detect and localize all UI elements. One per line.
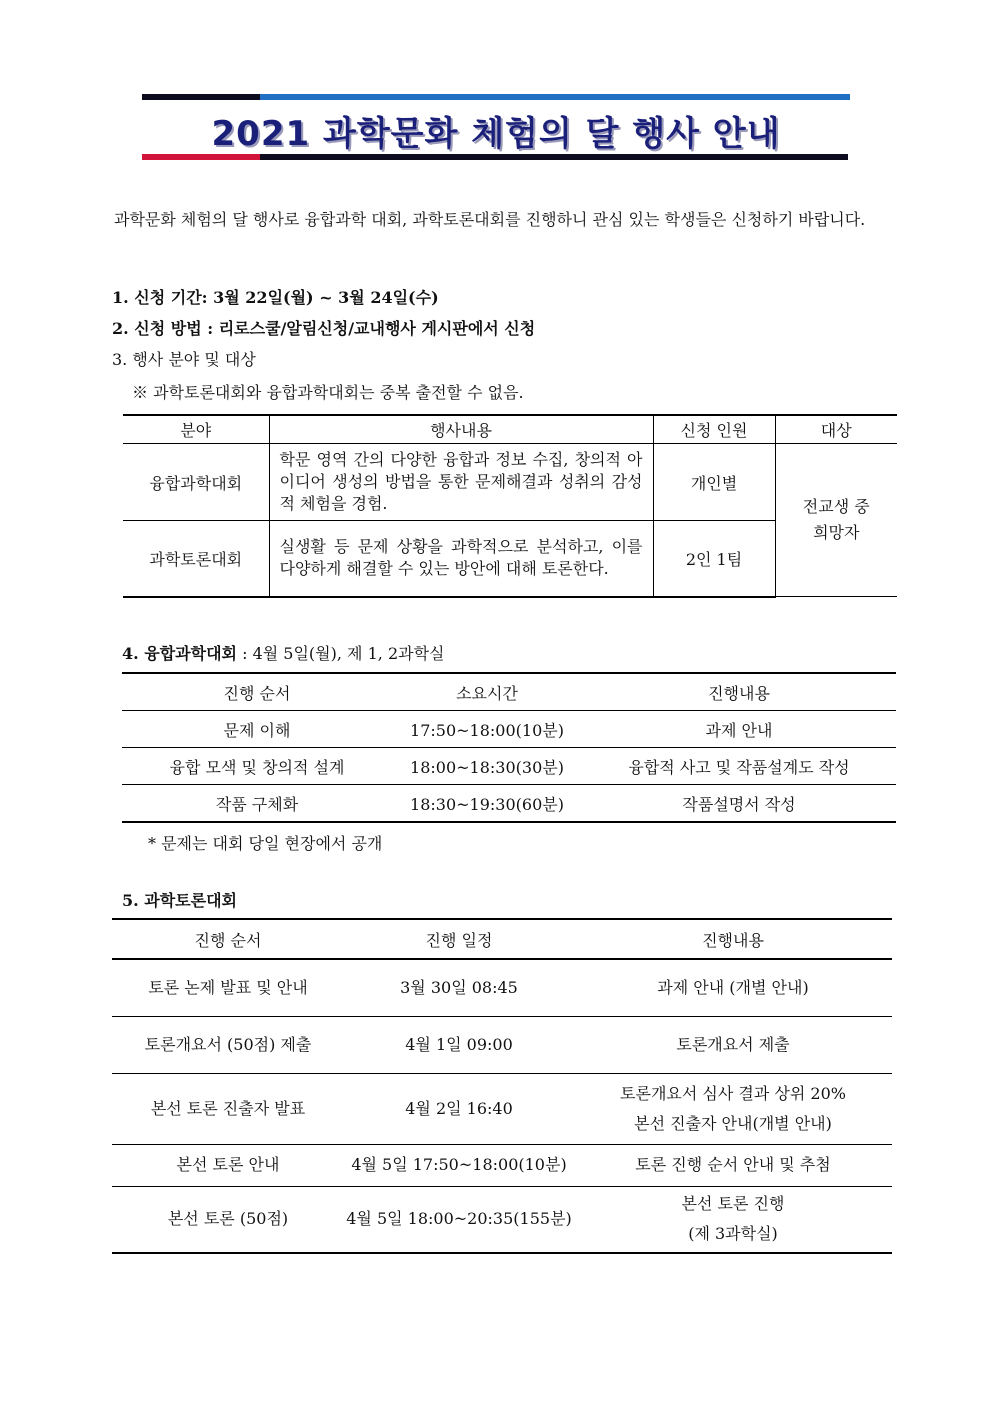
table-row [112,1144,892,1186]
title-banner [142,94,850,162]
content-line-2: (제 3과학실) [688,1224,778,1244]
content-cell: 작품설명서 작성 [582,785,896,823]
field-cell: 과학토론대회 [123,521,269,597]
content-line-1: 토론개요서 제출 [676,1034,790,1054]
header-content: 진행내용 [574,919,892,959]
content-cell: 학문 영역 간의 다양한 융합과 정보 수집, 창의적 아이디어 생성의 방법을 통한 문제해결과 성취의 감성적 체험을 경험. [269,444,653,521]
schedule-cell: 4월 5일 18:00~20:35(155분) [344,1186,574,1253]
header-schedule: 진행 일정 [344,919,574,959]
content-line-2: 본선 진출자 안내(개별 안내) [634,1113,832,1133]
table-row [112,1186,892,1253]
debate-schedule-table [112,918,892,1254]
content-cell [574,1186,892,1253]
header-content: 행사내용 [269,415,653,444]
content-line-1: 토론 진행 순서 안내 및 추첨 [635,1155,831,1174]
event-field-heading: 3. 행사 분야 및 대상 [112,350,256,369]
header-order: 진행 순서 [122,673,392,711]
header-content: 진행내용 [582,673,896,711]
section4-detail: : 4월 5일(월), 제 1, 2과학실 [237,644,445,663]
table-row [112,1073,892,1144]
page-title: 2021 과학문화 체험의 달 행사 안내 [211,114,781,154]
order-cell: 문제 이해 [122,711,392,748]
content-cell [574,1016,892,1073]
section5-heading: 5. 과학토론대회 [122,891,238,910]
header-duration: 소요시간 [392,673,582,711]
table-header-row [123,415,897,444]
application-period: 1. 신청 기간: 3월 22일(월) ~ 3월 24일(수) [112,288,439,307]
title-bar-bottom-right [260,154,848,160]
table-row [112,959,892,1016]
duration-cell: 18:00~18:30(30분) [392,748,582,785]
content-cell [574,1073,892,1144]
intro-paragraph: 과학문화 체험의 달 행사로 융합과학 대회, 과학토론대회를 진행하니 관심 있는 학생들은 신청하기 바랍니다. [114,210,866,229]
header-target: 대상 [775,415,897,444]
order-cell: 작품 구체화 [122,785,392,823]
title-bar-bottom-left [142,154,260,160]
schedule-cell: 4월 2일 16:40 [344,1073,574,1144]
section4-footnote: * 문제는 대회 당일 현장에서 공개 [148,834,383,853]
content-cell: 실생활 등 문제 상황을 과학적으로 분석하고, 이를 다양하게 해결할 수 있는 방안에 대해 토론한다. [269,521,653,597]
people-cell: 2인 1팀 [653,521,775,597]
header-order: 진행 순서 [112,919,344,959]
order-cell: 토론개요서 (50점) 제출 [112,1016,344,1073]
table-header-row [122,673,896,711]
target-line-2: 희망자 [813,523,860,542]
content-cell: 과제 안내 [582,711,896,748]
order-cell: 토론 논제 발표 및 안내 [112,959,344,1016]
schedule-cell: 4월 5일 17:50~18:00(10분) [344,1144,574,1186]
content-cell [574,959,892,1016]
table-row [112,1016,892,1073]
content-line-1: 과제 안내 (개별 안내) [657,977,809,997]
schedule-cell: 3월 30일 08:45 [344,959,574,1016]
table-row [123,444,897,521]
title-bar-top-right [260,94,850,100]
people-cell: 개인별 [653,444,775,521]
field-cell: 융합과학대회 [123,444,269,521]
duration-cell: 17:50~18:00(10분) [392,711,582,748]
header-field: 분야 [123,415,269,444]
content-cell [574,1144,892,1186]
application-method: 2. 신청 방법 : 리로스쿨/알림신청/교내행사 게시판에서 신청 [112,319,536,338]
table-row [122,748,896,785]
title-bar-top-left [142,94,260,100]
order-cell: 본선 토론 진출자 발표 [112,1073,344,1144]
content-line-1: 본선 토론 진행 [681,1194,785,1214]
order-cell: 본선 토론 (50점) [112,1186,344,1253]
table-row [122,711,896,748]
content-line-1: 토론개요서 심사 결과 상위 20% [620,1083,846,1103]
section4-heading: 4. 융합과학대회 [122,644,238,663]
convergence-schedule-table [122,672,896,823]
target-cell [775,444,897,597]
table-header-row [112,919,892,959]
content-cell: 융합적 사고 및 작품설계도 작성 [582,748,896,785]
order-cell: 본선 토론 안내 [112,1144,344,1186]
order-cell: 융합 모색 및 창의적 설계 [122,748,392,785]
duplicate-entry-note: ※ 과학토론대회와 융합과학대회는 중복 출전할 수 없음. [132,383,524,402]
schedule-cell: 4월 1일 09:00 [344,1016,574,1073]
event-field-table [123,414,897,598]
header-people: 신청 인원 [653,415,775,444]
table-row [122,785,896,823]
target-line-1: 전교생 중 [802,497,870,516]
section4-heading-line [122,641,445,664]
duration-cell: 18:30~19:30(60분) [392,785,582,823]
